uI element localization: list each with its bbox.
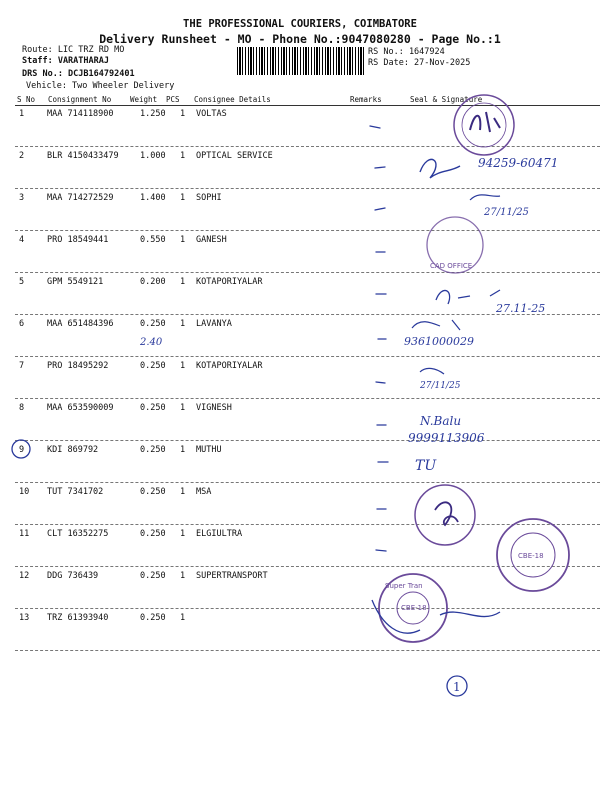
row-sno: 3 — [19, 193, 25, 203]
row-pcs: 1 — [180, 319, 186, 329]
row-consignment: PRO 18549441 — [47, 235, 109, 245]
row-consignment: TRZ 61393940 — [47, 613, 109, 623]
row-consignment: GPM 5549121 — [47, 277, 104, 287]
row5-stamp — [427, 217, 483, 273]
row-consignment: PRO 18495292 — [47, 361, 109, 371]
runsheet-title: Delivery Runsheet - MO - Phone No.:9047080280 - Page No.:1 — [99, 32, 501, 46]
row-sno: 5 — [19, 277, 25, 287]
row-sno: 2 — [19, 151, 25, 161]
row2-phone: 94259-60471 — [478, 156, 559, 170]
page-mark: 1 — [453, 680, 461, 694]
row3-date: 27/11/25 — [484, 207, 529, 218]
staff: Staff: VARATHARAJ — [22, 56, 109, 66]
row-consignment: MAA 714272529 — [47, 193, 114, 203]
row-consignment: CLT 16352275 — [47, 529, 109, 539]
row-consignee: MSA — [196, 487, 212, 497]
rs-number: RS No.: 1647924 — [368, 47, 445, 57]
row-consignment: MAA 714118900 — [47, 109, 114, 119]
row-pcs: 1 — [180, 193, 186, 203]
row-pcs: 1 — [180, 529, 186, 539]
col-pcs: PCS — [166, 95, 180, 104]
row-consignment: BLR 4150433479 — [47, 151, 119, 161]
row-sno: 7 — [19, 361, 25, 371]
row-weight: 0.250 — [140, 445, 166, 455]
svg-text:CAD OFFICE: CAD OFFICE — [430, 262, 473, 270]
col-remarks: Remarks — [350, 95, 382, 104]
row-sno: 4 — [19, 235, 25, 245]
row-consignee: LAVANYA — [196, 319, 232, 329]
vehicle: Vehicle: Two Wheeler Delivery — [26, 81, 175, 91]
row13-stamp — [372, 574, 500, 642]
row7-date: 27/11/25 — [420, 381, 461, 391]
row-pcs: 1 — [180, 151, 186, 161]
drs-number: DRS No.: DCJB164792401 — [22, 69, 135, 79]
row-weight: 1.000 — [140, 151, 166, 161]
row-weight: 1.250 — [140, 109, 166, 119]
row-weight: 0.550 — [140, 235, 166, 245]
svg-text:Super Tran: Super Tran — [385, 582, 423, 590]
row-pcs: 1 — [180, 235, 186, 245]
row-weight: 0.250 — [140, 613, 166, 623]
col-consignee: Consignee Details — [194, 95, 271, 104]
row8-name: N.Balu — [420, 414, 462, 428]
row-consignee: VIGNESH — [196, 403, 232, 413]
svg-text:CBE-18: CBE-18 — [518, 552, 544, 560]
rs-date: RS Date: 27-Nov-2025 — [368, 58, 471, 68]
row-sno: 8 — [19, 403, 25, 413]
col-weight: Weight — [130, 95, 158, 104]
col-consignment: Consignment No — [48, 95, 112, 104]
row-consignee: VOLTAS — [196, 109, 227, 119]
row-weight: 0.250 — [140, 403, 166, 413]
row-pcs: 1 — [180, 403, 186, 413]
row11-stamp — [415, 485, 475, 545]
row-sno: 9 — [19, 445, 25, 455]
row-pcs: 1 — [180, 277, 186, 287]
row9-initials: TU — [415, 458, 437, 474]
row-sno: 10 — [19, 487, 30, 497]
row-pcs: 1 — [180, 445, 186, 455]
row-weight: 0.250 — [140, 319, 166, 329]
row1-stamp — [454, 95, 514, 155]
row-weight: 1.400 — [140, 193, 166, 203]
row-consignee: SUPERTRANSPORT — [196, 571, 268, 581]
row-consignee: GANESH — [196, 235, 227, 245]
svg-text:CBE-18: CBE-18 — [401, 604, 427, 612]
row-pcs: 1 — [180, 361, 186, 371]
row-consignee: KOTAPORIYALAR — [196, 277, 263, 287]
row-weight: 0.250 — [140, 487, 166, 497]
row-pcs: 1 — [180, 487, 186, 497]
row-pcs: 1 — [180, 613, 186, 623]
row-pcs: 1 — [180, 109, 186, 119]
col-sno: S No — [17, 95, 36, 104]
row6-phone: 9361000029 — [404, 335, 474, 348]
row-weight: 0.250 — [140, 361, 166, 371]
row-weight: 0.250 — [140, 571, 166, 581]
row-consignee: KOTAPORIYALAR — [196, 361, 263, 371]
row-consignment: DDG 736439 — [47, 571, 99, 581]
row-consignee: MUTHU — [196, 445, 222, 455]
row-consignee: ELGIULTRA — [196, 529, 243, 539]
row9-circle — [12, 440, 30, 458]
row-sno: 12 — [19, 571, 30, 581]
row-weight: 0.250 — [140, 529, 166, 539]
row-consignment: KDI 869792 — [47, 445, 99, 455]
row-weight: 0.200 — [140, 277, 166, 287]
col-seal: Seal & Signature — [410, 95, 483, 104]
row-sno: 11 — [19, 529, 30, 539]
row-consignment: TUT 7341702 — [47, 487, 104, 497]
row-consignment: MAA 653590009 — [47, 403, 114, 413]
company-name: THE PROFESSIONAL COURIERS, COIMBATORE — [183, 18, 417, 30]
row6-note: 2.40 — [140, 337, 163, 348]
row-pcs: 1 — [180, 571, 186, 581]
row-consignee: OPTICAL SERVICE — [196, 151, 273, 161]
row6-date: 27.11-25 — [496, 302, 546, 315]
route: Route: LIC TRZ RD MO — [22, 45, 125, 55]
row-consignment: MAA 651484396 — [47, 319, 114, 329]
row-sno: 6 — [19, 319, 25, 329]
row-consignee: SOPHI — [196, 193, 222, 203]
row-sno: 13 — [19, 613, 30, 623]
row8-phone: 9999113906 — [408, 431, 485, 445]
row-sno: 1 — [19, 109, 25, 119]
row12-stamp — [497, 519, 569, 591]
